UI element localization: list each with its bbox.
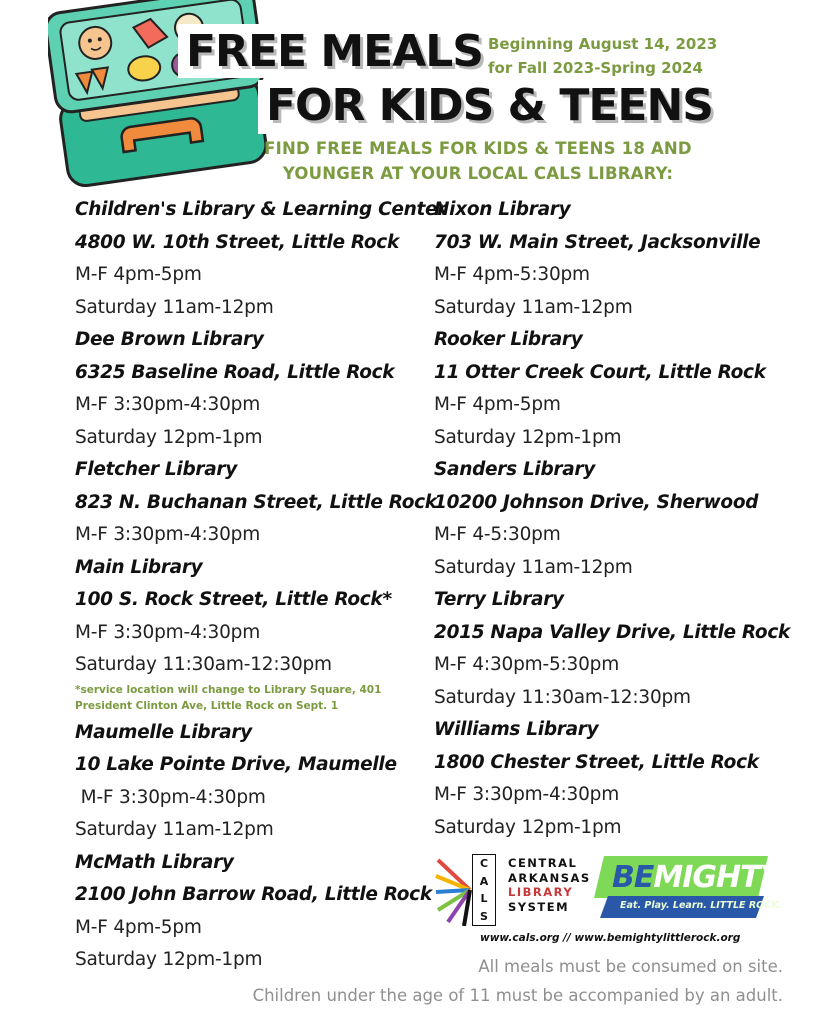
library-address: 4800 W. 10th Street, Little Rock <box>75 231 399 253</box>
library-entry <box>75 552 420 714</box>
note-line: President Clinton Ave, Little Rock on Sept. 1 <box>75 699 339 712</box>
library-entry <box>434 324 779 454</box>
weekday-hours: M-F 4pm-5pm <box>75 916 202 938</box>
footer-note-accompanied: Children under the age of 11 must be accompanied by an adult. <box>252 986 783 1005</box>
library-list-right <box>434 194 791 844</box>
library-name: Sanders Library <box>434 459 596 480</box>
weekday-hours: M-F 4pm-5:30pm <box>434 264 590 285</box>
website-links: www.cals.org // www.bemightylittlerock.org <box>480 932 741 944</box>
cals-name-line: ARKANSAS <box>508 870 591 885</box>
library-entry <box>434 714 779 844</box>
weekday-hours: M-F 3:30pm-4:30pm <box>434 784 620 805</box>
saturday-hours: Saturday 11am-12pm <box>75 819 274 840</box>
weekday-hours: M-F 4pm-5pm <box>75 264 202 285</box>
cals-letter: C <box>479 857 489 870</box>
subtitle <box>262 136 694 186</box>
saturday-hours: Saturday 12pm-1pm <box>75 426 263 448</box>
library-entry <box>75 194 447 324</box>
library-name: Children's Library & Learning Center <box>75 199 447 220</box>
cals-letter: S <box>480 909 488 923</box>
bemighty-tagline: Eat. Play. Learn. LITTLE ROCK. <box>620 900 783 911</box>
dates-block <box>488 32 718 80</box>
library-entry <box>434 194 779 324</box>
cals-letter: A <box>479 874 489 888</box>
saturday-hours: Saturday 12pm-1pm <box>434 426 622 448</box>
date-term: for Fall 2023-Spring 2024 <box>488 59 703 77</box>
bemighty-be: BE <box>612 860 654 895</box>
library-name: Fletcher Library <box>75 459 237 480</box>
library-address: 100 S. Rock Street, Little Rock* <box>75 589 392 610</box>
library-name: Terry Library <box>434 589 564 610</box>
library-entry <box>75 717 420 847</box>
saturday-hours: Saturday 11am-12pm <box>434 556 633 578</box>
library-address: 10 Lake Pointe Drive, Maumelle <box>75 754 397 775</box>
weekday-hours: M-F 4pm-5pm <box>434 394 561 415</box>
weekday-hours: M-F 4-5:30pm <box>434 524 561 545</box>
library-name: Williams Library <box>434 719 599 740</box>
footer-note-onsite: All meals must be consumed on site. <box>478 957 783 976</box>
library-address: 823 N. Buchanan Street, Little Rock <box>75 491 437 513</box>
library-address: 6325 Baseline Road, Little Rock <box>75 361 395 383</box>
library-address: 703 W. Main Street, Jacksonville <box>434 231 761 253</box>
weekday-hours: M-F 3:30pm-4:30pm <box>75 621 261 643</box>
date-start: Beginning August 14, 2023 <box>488 35 718 53</box>
page-title-line1: FREE MEALS <box>178 24 493 78</box>
cals-name <box>508 856 591 914</box>
library-entry <box>434 584 791 714</box>
cals-name-line: SYSTEM <box>508 899 570 914</box>
weekday-hours: M-F 3:30pm-4:30pm <box>75 524 261 545</box>
cals-name-line: CENTRAL <box>508 856 578 870</box>
cals-name-line: LIBRARY <box>508 885 574 899</box>
saturday-hours: Saturday 11am-12pm <box>434 296 633 318</box>
bemighty-logo <box>594 856 783 920</box>
note-line: *service location will change to Library Square, 401 <box>75 683 382 696</box>
subtitle-line1: FIND FREE MEALS FOR KIDS & TEENS 18 AND <box>264 139 692 158</box>
library-name: Dee Brown Library <box>75 329 264 350</box>
cals-letter-box <box>472 854 496 926</box>
library-name: Maumelle Library <box>75 721 252 743</box>
library-address: 2100 John Barrow Road, Little Rock <box>75 884 432 905</box>
page-title-line2: FOR KIDS & TEENS <box>258 80 723 134</box>
bemighty-mighty: MIGHTY <box>653 860 781 895</box>
library-name: McMath Library <box>75 851 234 873</box>
saturday-hours: Saturday 12pm-1pm <box>75 949 263 970</box>
library-address: 2015 Napa Valley Drive, Little Rock <box>434 621 791 643</box>
cals-letter: L <box>480 892 488 905</box>
saturday-hours: Saturday 11:30am-12:30pm <box>75 654 332 675</box>
library-address: 11 Otter Creek Court, Little Rock <box>434 361 766 383</box>
library-address: 1800 Chester Street, Little Rock <box>434 751 759 773</box>
weekday-hours: M-F 3:30pm-4:30pm <box>75 786 266 808</box>
library-name: Nixon Library <box>434 199 571 220</box>
saturday-hours: Saturday 12pm-1pm <box>434 816 622 838</box>
weekday-hours: M-F 4:30pm-5:30pm <box>434 654 620 675</box>
sponsor-logos <box>434 850 783 930</box>
saturday-hours: Saturday 11:30am-12:30pm <box>434 686 691 708</box>
library-name: Main Library <box>75 556 203 578</box>
library-entry <box>75 324 420 454</box>
library-entry <box>434 454 779 584</box>
bemighty-wordmark <box>612 860 780 895</box>
library-list-left <box>75 194 447 977</box>
location-change-note <box>75 682 420 714</box>
library-entry <box>75 454 437 552</box>
library-entry <box>75 847 432 977</box>
library-address: 10200 Johnson Drive, Sherwood <box>434 491 759 513</box>
weekday-hours: M-F 3:30pm-4:30pm <box>75 394 261 415</box>
subtitle-line2: YOUNGER AT YOUR LOCAL CALS LIBRARY: <box>282 164 674 183</box>
library-name: Rooker Library <box>434 329 583 350</box>
saturday-hours: Saturday 11am-12pm <box>75 296 274 318</box>
